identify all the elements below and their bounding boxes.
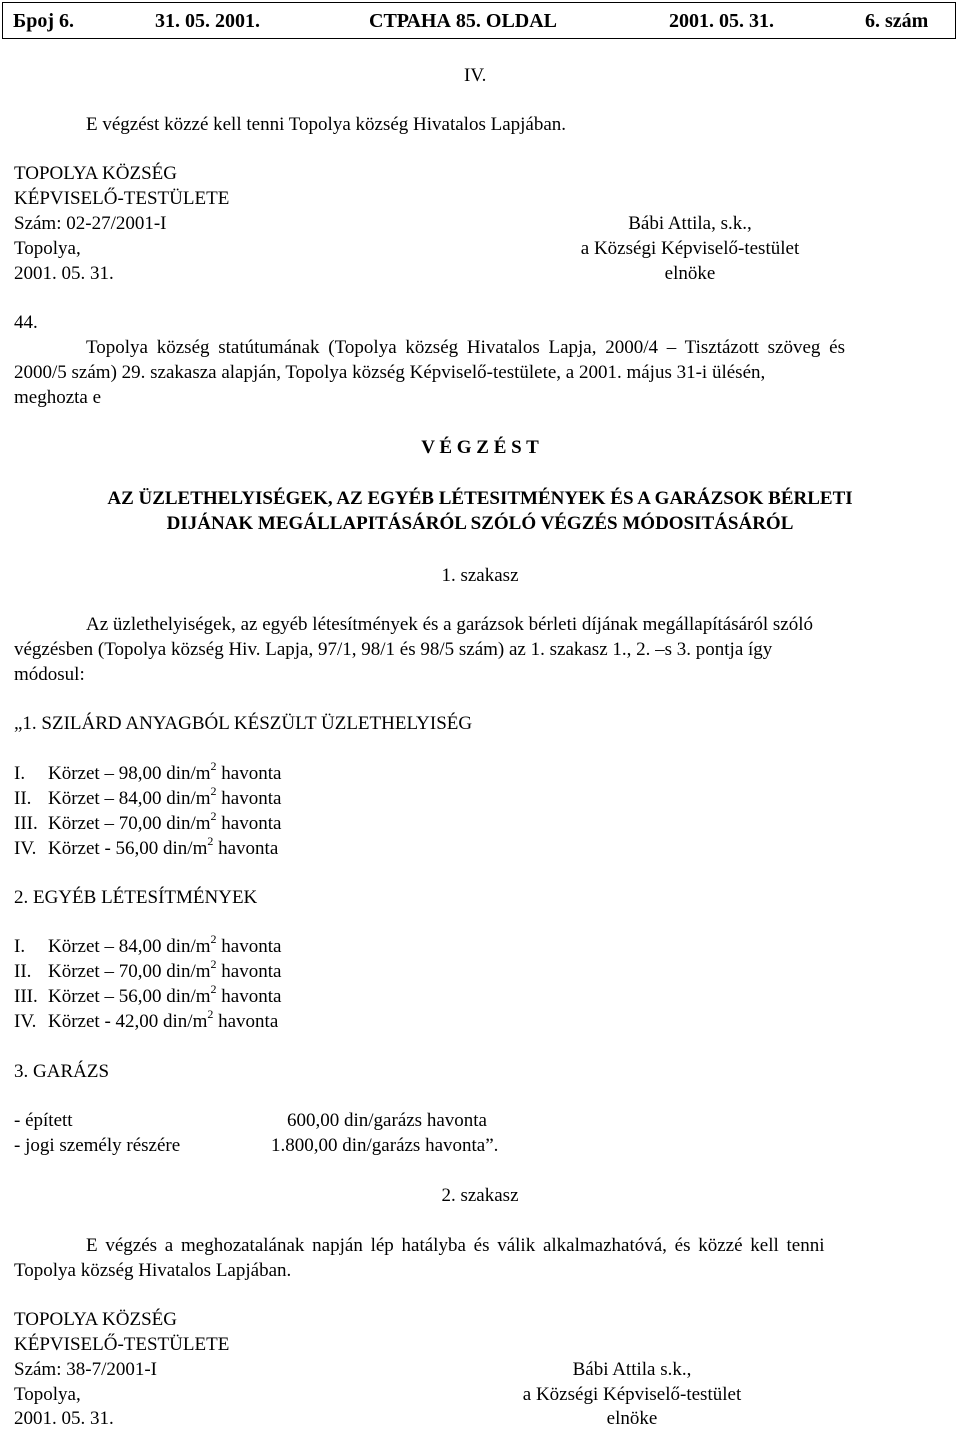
group1-row: IV. Körzet - 56,00 din/$m^2$ havonta (14, 833, 279, 859)
decree-title-line1: AZ ÜZLETHELYISÉGEK, AZ EGYÉB LÉTESITMÉNYEK ÉS A GARÁZSOK BÉRLETI (107, 488, 853, 509)
group1-row: II. Körzet – 84,00 din/$m^2$ havonta (14, 783, 282, 809)
group3-title: 3. GARÁZS (14, 1061, 110, 1082)
decree-word: V É G Z É S T (421, 437, 539, 458)
sig1-place: Topolya, (14, 238, 81, 259)
page-number: СТРАНА 85. OLDAL (369, 10, 558, 32)
header-date-2: 2001. 05. 31. (669, 10, 774, 32)
section1-line1: Az üzlethelyiségek, az egyéb létesítmények és a garázsok bérleti díjának megállapításáról szóló (86, 614, 813, 635)
preamble-line3: meghozta e (14, 387, 102, 408)
garage-value: 1.800,00 din/garázs havonta”. (271, 1135, 499, 1156)
sig2-title-line1: a Községi Képviselő-testület (522, 1384, 742, 1405)
sig1-title-line1: a Községi Képviselő-testület (580, 238, 800, 259)
sig1-number: Szám: 02-27/2001-I (14, 213, 167, 234)
sig2-org-line1: TOPOLYA KÖZSÉG (14, 1309, 177, 1330)
sig2-place: Topolya, (14, 1384, 81, 1405)
sig2-name: Bábi Attila s.k., (572, 1359, 692, 1380)
sig2-title-line2: elnöke (606, 1408, 658, 1429)
section1-line3: módosul: (14, 664, 85, 685)
item-number: 44. (14, 312, 38, 333)
sig2-date: 2001. 05. 31. (14, 1408, 114, 1429)
sig2-number: Szám: 38-7/2001-I (14, 1359, 158, 1380)
garage-label: - épített (14, 1110, 73, 1131)
sig1-org-line2: KÉPVISELŐ-TESTÜLETE (14, 188, 230, 209)
section2-line1: E végzés a meghozatalának napján lép hatályba és válik alkalmazhatóvá, és közzé kell tenni (86, 1235, 825, 1256)
sig2-org-line2: KÉPVISELŐ-TESTÜLETE (14, 1334, 230, 1355)
section2-line2: Topolya község Hivatalos Lapjában. (14, 1260, 292, 1281)
section1-heading: 1. szakasz (441, 565, 519, 586)
sig1-title-line2: elnöke (664, 263, 716, 284)
group2-row: I. Körzet – 84,00 din/$m^2$ havonta (14, 931, 282, 957)
garage-value: 600,00 din/garázs havonta (287, 1110, 487, 1131)
section1-line2: végzésben (Topolya község Hiv. Lapja, 97/1, 98/1 és 98/5 szám) az 1. szakasz 1., 2. –s 3. pontja így (14, 639, 773, 660)
decree-title-line2: DIJÁNAK MEGÁLLAPITÁSÁRÓL SZÓLÓ VÉGZÉS MÓDOSITÁSÁRÓL (166, 513, 794, 534)
sig1-name: Bábi Attila, s.k., (628, 213, 752, 234)
section2-heading: 2. szakasz (441, 1185, 519, 1206)
garage-label: - jogi személy részére (14, 1135, 181, 1156)
sig1-org-line1: TOPOLYA KÖZSÉG (14, 163, 177, 184)
group1-title: „1. SZILÁRD ANYAGBÓL KÉSZÜLT ÜZLETHELYISÉG (14, 713, 473, 734)
header-date-1: 31. 05. 2001. (155, 10, 260, 32)
group2-title: 2. EGYÉB LÉTESÍTMÉNYEK (14, 887, 258, 908)
group1-row: I. Körzet – 98,00 din/$m^2$ havonta (14, 758, 282, 784)
preamble-line1: Topolya község statútumának (Topolya község Hivatalos Lapja, 2000/4 – Tisztázott szöveg és (86, 337, 845, 358)
section-iv-text: E végzést közzé kell tenni Topolya község Hivatalos Lapjában. (86, 114, 567, 135)
sig1-date: 2001. 05. 31. (14, 263, 114, 284)
group2-row: II. Körzet – 70,00 din/$m^2$ havonta (14, 956, 282, 982)
section-iv-numeral: IV. (464, 65, 487, 86)
group2-row: III. Körzet – 56,00 din/$m^2$ havonta (14, 981, 282, 1007)
group2-row: IV. Körzet - 42,00 din/$m^2$ havonta (14, 1006, 279, 1032)
group1-row: III. Körzet – 70,00 din/$m^2$ havonta (14, 808, 282, 834)
issue-number-sr: Број 6. (13, 10, 75, 32)
page-header (2, 2, 956, 39)
issue-number-hu: 6. szám (865, 10, 929, 32)
preamble-line2: 2000/5 szám) 29. szakasza alapján, Topolya község Képviselő-testülete, a 2001. május 31-i ülésén, (14, 362, 766, 383)
